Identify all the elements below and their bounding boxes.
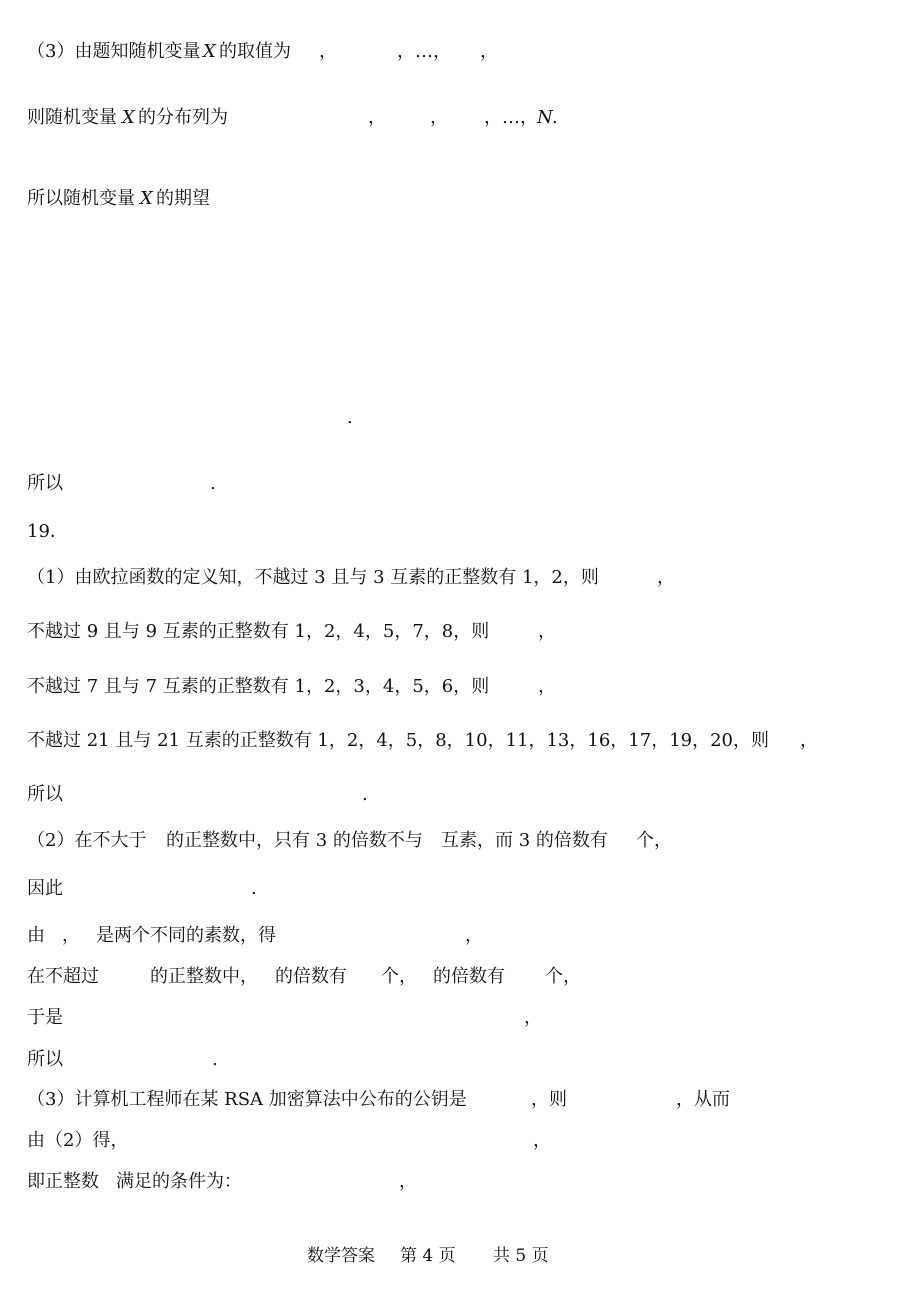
text-segment: ， (62, 925, 80, 946)
text-segment: . (212, 1049, 218, 1070)
math-variable: X (203, 41, 216, 62)
text-segment: . (210, 473, 216, 494)
text-segment: 不越过 21 且与 21 互素的正整数有 1，2，4，5，8，10，11，13，16，17，19，20，则 (27, 730, 770, 751)
text-segment: （1）由欧拉函数的定义知，不越过 3 且与 3 互素的正整数有 1，2，则 (27, 567, 599, 588)
text-segment: 所以 (27, 1049, 63, 1070)
text-segment: 于是 (27, 1007, 63, 1028)
text-segment: 的倍数有 (275, 966, 347, 987)
text-segment: 的期望 (156, 188, 210, 209)
text-segment: 所以 (27, 784, 63, 805)
footer-text: 共 5 页 (493, 1246, 549, 1266)
text-segment: ， (480, 41, 498, 62)
text-segment: ，…， (397, 41, 451, 62)
text-segment: 因此 (27, 878, 63, 899)
text-segment: ， (657, 567, 675, 588)
text-segment: ，则 (531, 1089, 567, 1110)
text-segment: （2）在不大于 (27, 830, 147, 851)
text-segment: 由 (27, 925, 45, 946)
text-segment: 满足的条件为： (116, 1171, 242, 1192)
text-segment: . (552, 107, 558, 128)
text-segment: ， (319, 41, 337, 62)
text-segment: ， (399, 1171, 417, 1192)
text-segment: ， (533, 1130, 551, 1151)
text-segment: ， (368, 107, 386, 128)
text-segment: 个， (636, 830, 672, 851)
text-segment: . (251, 878, 257, 899)
text-segment: 所以随机变量 (27, 188, 135, 209)
text-segment: 个， (381, 966, 417, 987)
text-segment: ，从而 (676, 1089, 730, 1110)
text-segment: . (347, 407, 353, 428)
text-segment: 不越过 7 且与 7 互素的正整数有 1，2，3，4，5，6，则 (27, 676, 490, 697)
math-variable: N (537, 107, 553, 128)
text-segment: （3）由题知随机变量 (27, 41, 201, 62)
text-segment: 的正整数中，只有 3 的倍数不与 (166, 830, 423, 851)
math-variable: X (140, 188, 153, 209)
text-segment: （3）计算机工程师在某 RSA 加密算法中公布的公钥是 (27, 1089, 467, 1110)
text-segment: 的分布列为 (138, 107, 228, 128)
text-segment: 是两个不同的素数，得 (96, 925, 276, 946)
text-segment: ， (524, 1007, 542, 1028)
text-segment: 所以 (27, 473, 63, 494)
text-segment: . (362, 784, 368, 805)
text-segment: 在不超过 (27, 966, 99, 987)
text-segment: 则随机变量 (27, 107, 117, 128)
text-segment: ，…， (484, 107, 538, 128)
text-segment: 19． (27, 521, 68, 542)
text-segment: 个， (545, 966, 581, 987)
text-segment: ， (430, 107, 448, 128)
text-segment: 不越过 9 且与 9 互素的正整数有 1，2，4，5，7，8，则 (27, 621, 490, 642)
text-segment: ， (538, 621, 556, 642)
text-segment: ， (800, 730, 818, 751)
text-segment: 的取值为 (219, 41, 291, 62)
text-segment: 即正整数 (27, 1171, 99, 1192)
text-segment: 的正整数中， (150, 966, 258, 987)
math-variable: X (122, 107, 135, 128)
text-segment: ， (465, 925, 483, 946)
footer-text: 数学答案 (307, 1246, 375, 1266)
text-segment: 由（2）得， (27, 1130, 129, 1151)
text-segment: 互素，而 3 的倍数有 (441, 830, 608, 851)
footer-text: 第 4 页 (400, 1246, 456, 1266)
text-segment: 的倍数有 (433, 966, 505, 987)
text-segment: ， (538, 676, 556, 697)
